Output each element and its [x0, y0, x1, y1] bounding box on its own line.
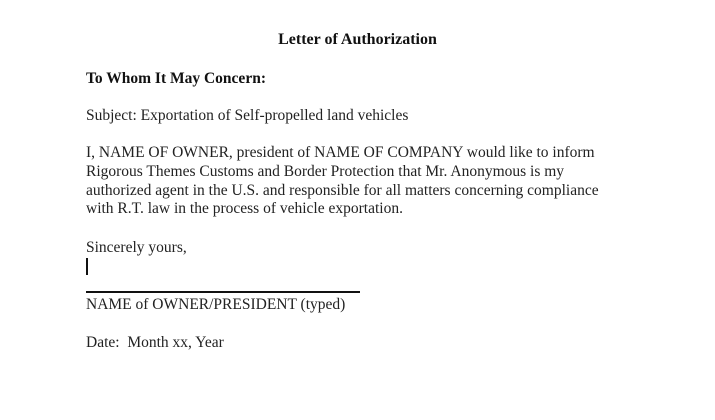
subject-line: Subject: Exportation of Self-propelled land vehicles: [86, 107, 409, 124]
body-line: I, NAME OF OWNER, president of NAME OF COMPANY would like to inform: [86, 144, 595, 161]
closing: Sincerely yours,: [86, 239, 187, 256]
date-line: Date: Month xx, Year: [86, 334, 224, 351]
document-title: Letter of Authorization: [278, 31, 437, 48]
body-line: with R.T. law in the process of vehicle exportation.: [86, 200, 403, 218]
signature-line: [86, 291, 360, 293]
text-cursor[interactable]: [86, 258, 88, 275]
body-line: authorized agent in the U.S. and responsible for all matters concerning compliance: [86, 181, 599, 199]
salutation: To Whom It May Concern:: [86, 70, 266, 87]
body-paragraph: [86, 144, 646, 219]
signature-name: NAME of OWNER/PRESIDENT (typed): [86, 296, 346, 313]
body-line: Rigorous Themes Customs and Border Protection that Mr. Anonymous is my: [86, 162, 565, 180]
